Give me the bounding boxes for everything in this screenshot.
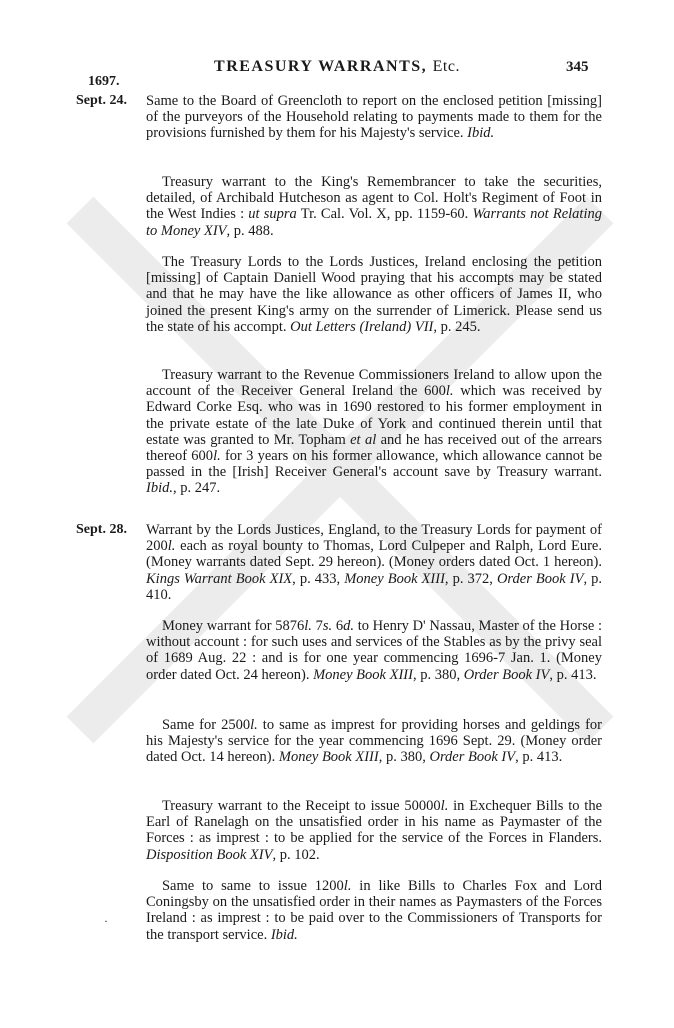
entry-paragraph: Warrant by the Lords Justices, England, to the Treasury Lords for payment of 200l. each as royal bounty to Thomas, Lord Culpeper and Ralph, Lord Eure. (Money warrants dated Sept. 29 hereon). (Money orders dated Oct. 1 hereon). Kings Warrant Book XIX, p. 433, Money Book XIII, p. 372, Order Book IV, p. 410.	[146, 522, 603, 603]
entry-paragraph: Treasury warrant to the Receipt to issue 50000l. in Exchequer Bills to the Earl of Ranelagh on the unsatisfied order in his name as Paymaster of the Forces : as imprest : to be applied for the service of the Forces in Flanders. Disposition Book XIV, p. 102.	[146, 798, 603, 863]
entry-paragraph: The Treasury Lords to the Lords Justices, Ireland enclosing the petition [missing] of Captain Daniell Wood praying that his accompts may be stated and that he may have the like allowance as other officers of James II, who joined the present King's army on the surrender of Limerick. Please send us the state of his accompt. Out Letters (Ireland) VII, p. 245.	[146, 254, 602, 335]
entry-paragraph: Same for 2500l. to same as imprest for providing horses and geldings for his Majesty's service for the year commencing 1696 Sept. 29. (Money order dated Oct. 14 hereon). Money Book XIII, p. 380, Order Book IV, p. 413.	[146, 717, 603, 766]
entry-paragraph: Same to the Board of Greencloth to report on the enclosed petition [missing] of the purveyors of the Household relating to payments made to them for the provisions furnished by them for his Majesty's service. Ibid.	[146, 93, 602, 142]
page-number: 345	[566, 59, 589, 75]
running-header: TREASURY WARRANTS, Etc.	[214, 58, 460, 75]
margin-mark: ·	[104, 914, 108, 928]
margin-date: Sept. 24.	[76, 93, 127, 108]
entry-paragraph: Treasury warrant to the Revenue Commissioners Ireland to allow upon the account of the Receiver General Ireland the 600l. which was received by Edward Corke Esq. who was in 1690 restored to his former employment in the private estate of the late Duke of York and continued therein until that estate was granted to Mr. Topham et al and he has received out of the arrears thereof 600l. for 3 years on his former allowance, which allowance cannot be passed in the [Irish] Receiver General's account save by Treasury warrant. Ibid., p. 247.	[146, 367, 603, 497]
margin-year: 1697.	[88, 74, 120, 89]
margin-date: Sept. 28.	[76, 522, 127, 537]
entry-paragraph: Same to same to issue 1200l. in like Bills to Charles Fox and Lord Coningsby on the unsatisfied order in their names as Paymasters of the Forces Ireland : as imprest : to be paid over to the Commissioners of Transports for the transport service. Ibid.	[146, 878, 602, 943]
entry-paragraph: Money warrant for 5876l. 7s. 6d. to Henry D' Nassau, Master of the Horse : without account : for such uses and services of the Stables as by the privy seal of 1689 Aug. 22 : and is for one year commencing 1696-7 Jan. 1. (Money order dated Oct. 24 hereon). Money Book XIII, p. 380, Order Book IV, p. 413.	[146, 618, 603, 683]
entry-paragraph: Treasury warrant to the King's Remembrancer to take the securities, detailed, of Archibald Hutcheson as agent to Col. Holt's Regiment of Foot in the West Indies : ut supra Tr. Cal. Vol. X, pp. 1159-60. Warrants not Relating to Money XIV, p. 488.	[146, 174, 602, 239]
